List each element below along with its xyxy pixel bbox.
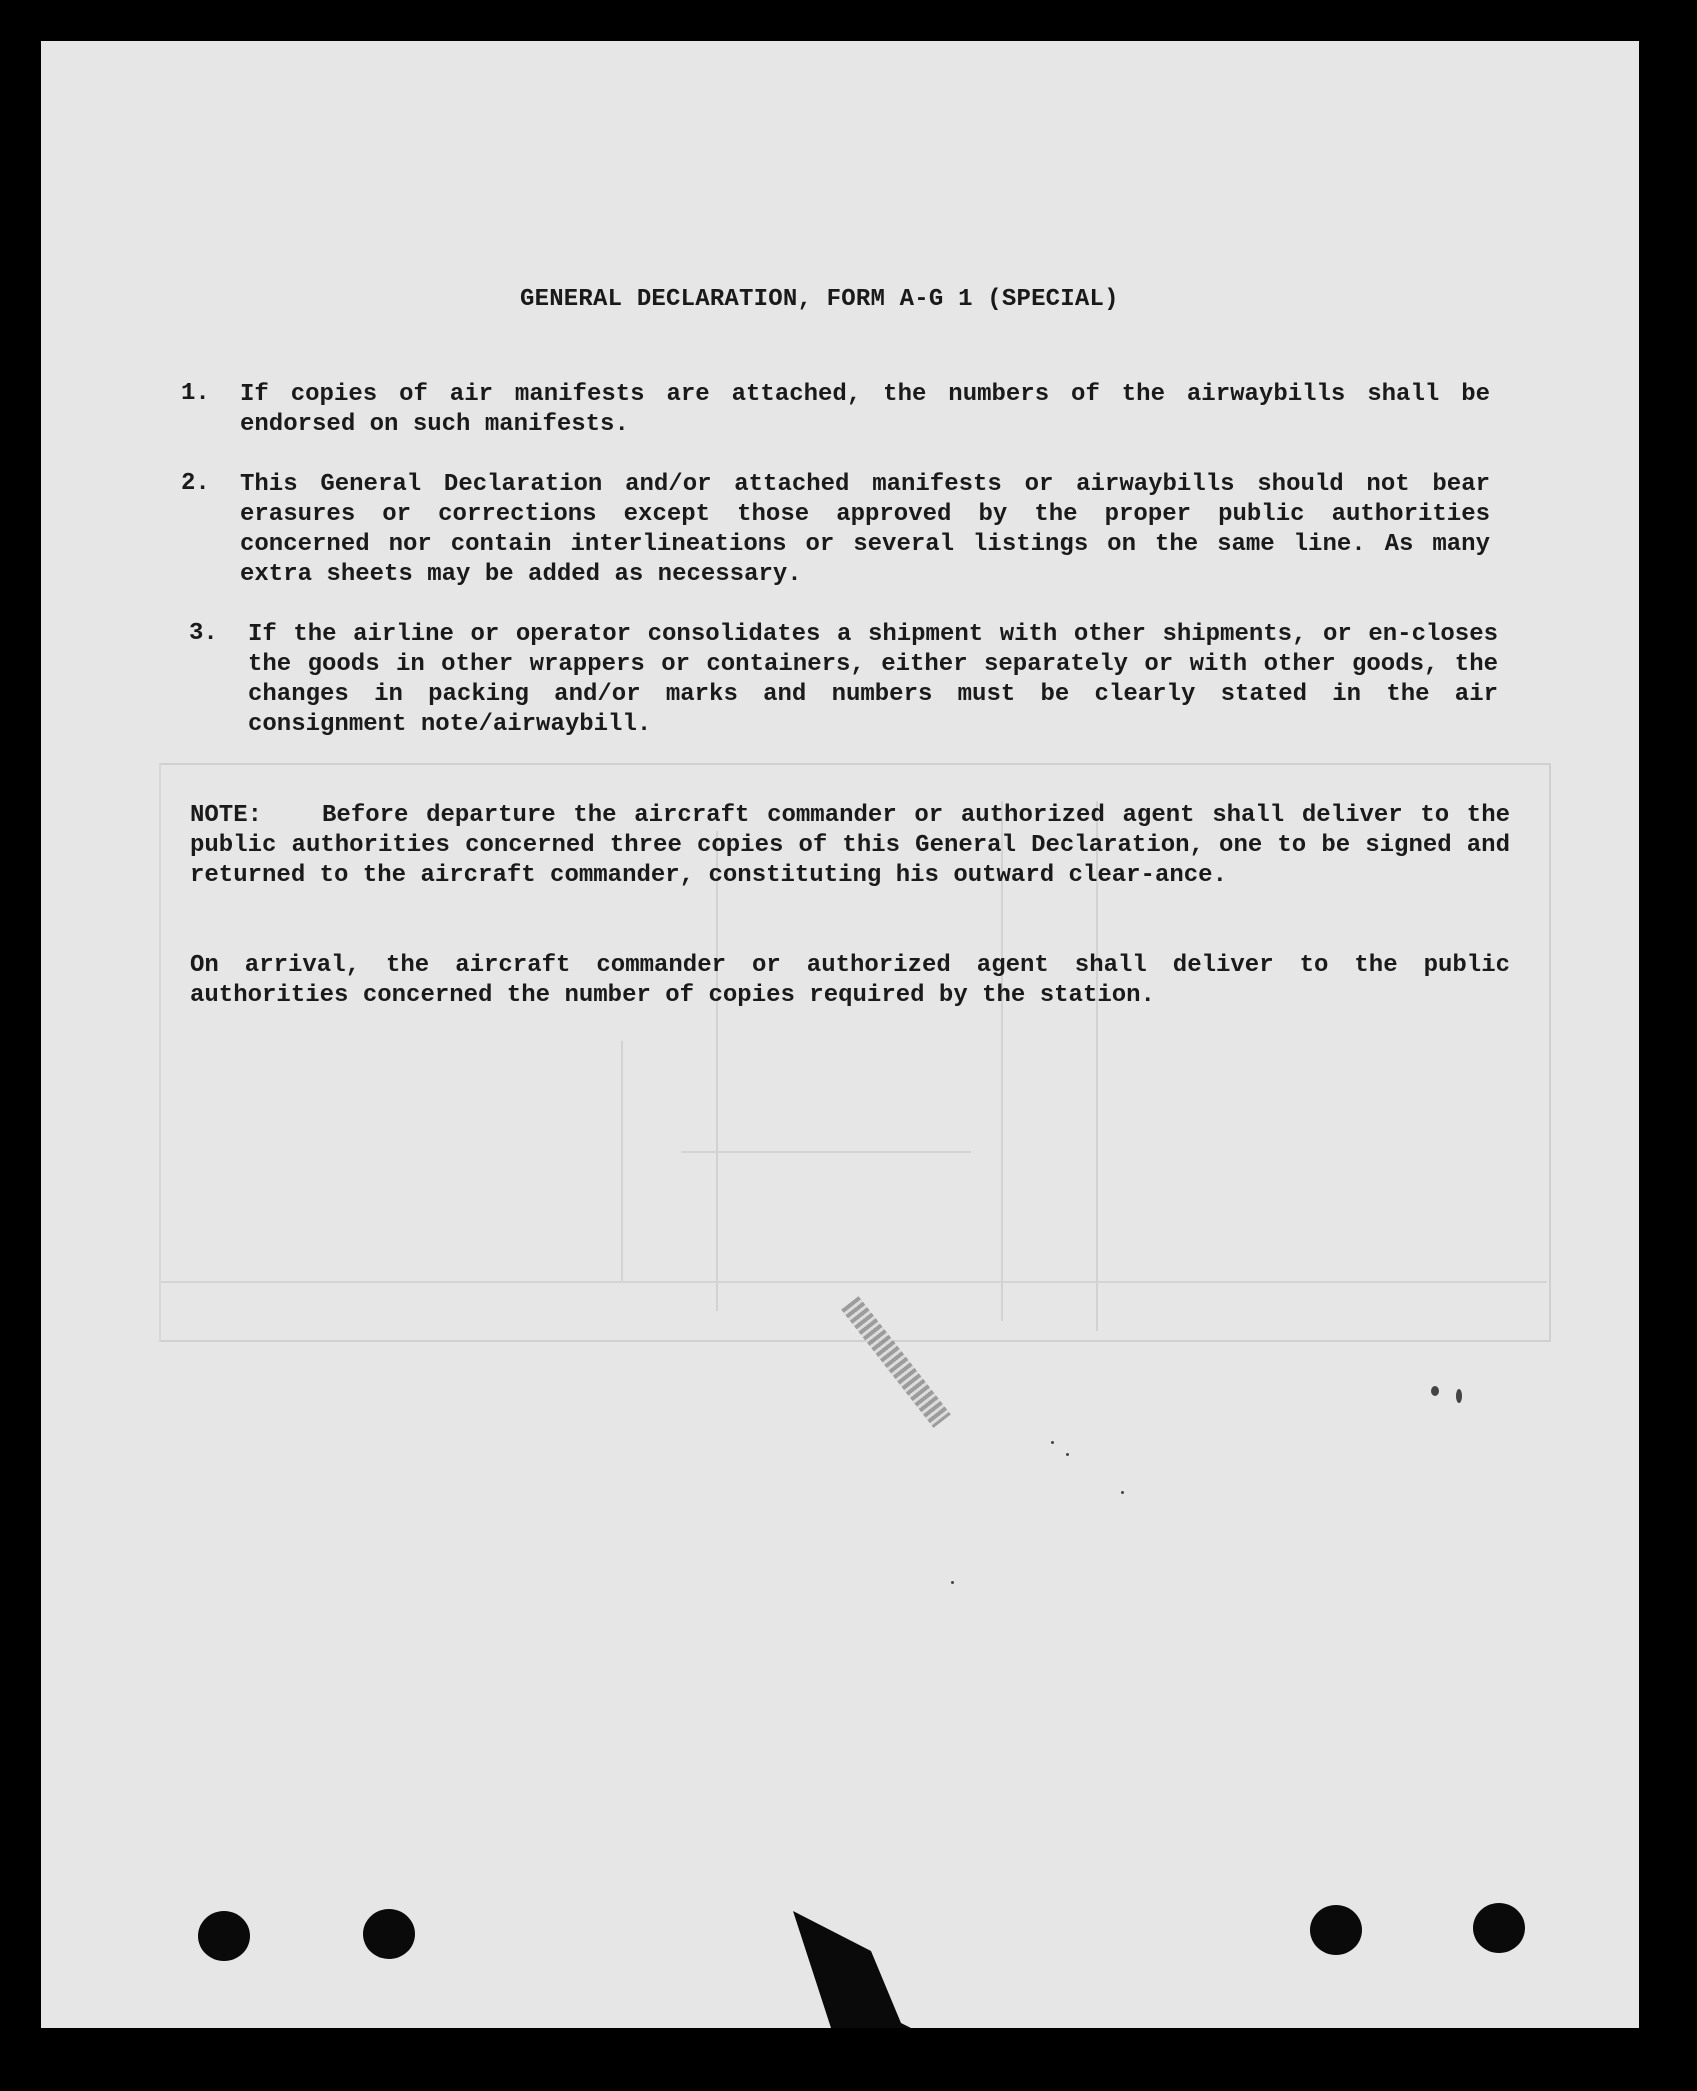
- item-number: 2.: [181, 470, 210, 497]
- bleed-through-line: [716, 831, 718, 1311]
- item-number: 3.: [189, 620, 218, 647]
- note-text: Before departure the aircraft commander or authorized agent shall deliver to the public authorities concerned three copies of this General Declaration, one to be signed and returned to the aircraft commander, constituting his outward clear-ance.: [190, 802, 1510, 889]
- arrival-text: On arrival, the aircraft commander or authorized agent shall deliver to the public authorities concerned the number of copies required by the station.: [190, 952, 1510, 1009]
- item-number: 1.: [181, 380, 210, 407]
- speck: [1456, 1389, 1462, 1403]
- note-label: NOTE:: [190, 802, 263, 829]
- tear-mark: [791, 1911, 911, 2028]
- item-text: If the airline or operator consolidates a shipment with other shipments, or en-closes the goods in other wrappers or containers, either separately or with other goods, the changes in packing and/or marks and numbers must be clearly stated in the air consignment note/airwaybill.: [248, 621, 1498, 738]
- punch-hole: [1473, 1903, 1525, 1953]
- document-title: GENERAL DECLARATION, FORM A-G 1 (SPECIAL): [520, 286, 1119, 313]
- punch-hole: [1310, 1905, 1362, 1955]
- note-paragraph: [190, 801, 1510, 891]
- speck: [1431, 1386, 1439, 1396]
- bleed-through-line: [621, 1041, 623, 1281]
- item-text: This General Declaration and/or attached manifests or airwaybills should not bear erasures or corrections except those approved by the proper public authorities concerned nor contain interlineations or several listings on the same line. As many extra sheets may be added as necessary.: [240, 471, 1490, 588]
- bleed-through-line: [161, 1281, 1547, 1283]
- speck: [1066, 1453, 1069, 1456]
- document-page: [41, 41, 1639, 2028]
- punch-hole: [363, 1909, 415, 1959]
- speck: [1121, 1491, 1124, 1494]
- bleed-through-line: [681, 1151, 971, 1153]
- speck: [1051, 1441, 1054, 1444]
- item-text: If copies of air manifests are attached, the numbers of the airwaybills shall be endorsed on such manifests.: [240, 381, 1490, 438]
- speck: [951, 1581, 954, 1584]
- arrival-paragraph: [190, 951, 1510, 1011]
- punch-hole: [198, 1911, 250, 1961]
